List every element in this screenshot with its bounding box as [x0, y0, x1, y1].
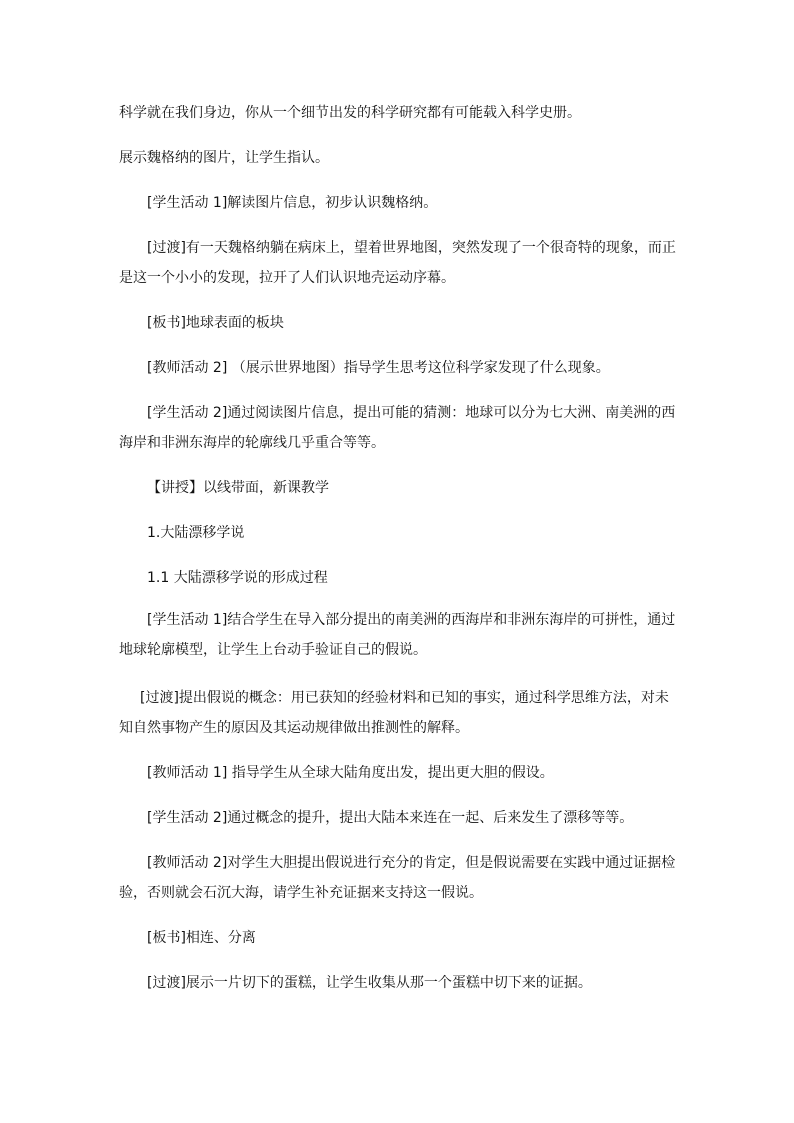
paragraph-transition-cake: [过渡]展示一片切下的蛋糕，让学生收集从那一个蛋糕中切下来的证据。: [147, 975, 592, 991]
heading-formation-process: 1.1 大陆漂移学说的形成过程: [147, 570, 328, 586]
heading-continental-drift: 1.大陆漂移学说: [147, 525, 245, 541]
paragraph-student-activity-2b: [学生活动 2]通过概念的提升，提出大陆本来连在一起、后来发生了漂移等等。: [147, 810, 634, 826]
paragraph-board-plates: [板书]地球表面的板块: [147, 315, 284, 331]
paragraph-transition-wegener: [过渡]有一天魏格纳躺在病床上，望着世界地图，突然发现了一个很奇特的现象，而正是这一个小小的发现，拉开了人们认识地壳运动序幕。: [119, 240, 676, 286]
paragraph-board-connect: [板书]相连、分离: [147, 930, 256, 946]
paragraph-show-picture: 展示魏格纳的图片，让学生指认。: [119, 150, 329, 166]
paragraph-intro: 科学就在我们身边，你从一个细节出发的科学研究都有可能载入科学史册。: [119, 105, 581, 121]
paragraph-student-activity-1b: [学生活动 1]结合学生在导入部分提出的南美洲的西海岸和非洲东海岸的可拼性，通过地球轮廓模型，让学生上台动手验证自己的假说。: [119, 612, 676, 658]
paragraph-lecture: 【讲授】以线带面，新课教学: [147, 480, 329, 496]
paragraph-student-activity-1: [学生活动 1]解读图片信息，初步认识魏格纳。: [147, 195, 438, 211]
paragraph-student-activity-2: [学生活动 2]通过阅读图片信息，提出可能的猜测：地球可以分为七大洲、南美洲的西海岸和非洲东海岸的轮廓线几乎重合等等。: [119, 405, 676, 451]
paragraph-teacher-activity-1: [教师活动 1] 指导学生从全球大陆角度出发，提出更大胆的假设。: [147, 765, 554, 781]
paragraph-teacher-activity-2b: [教师活动 2]对学生大胆提出假说进行充分的肯定，但是假说需要在实践中通过证据检验，否则就会石沉大海，请学生补充证据来支持这一假说。: [119, 855, 676, 901]
paragraph-teacher-activity-2: [教师活动 2] （展示世界地图）指导学生思考这位科学家发现了什么现象。: [147, 360, 610, 376]
paragraph-transition-hypothesis: [过渡]提出假说的概念：用已获知的经验材料和已知的事实，通过科学思维方法，对未知自然事物产生的原因及其运动规律做出推测性的解释。: [119, 690, 669, 736]
